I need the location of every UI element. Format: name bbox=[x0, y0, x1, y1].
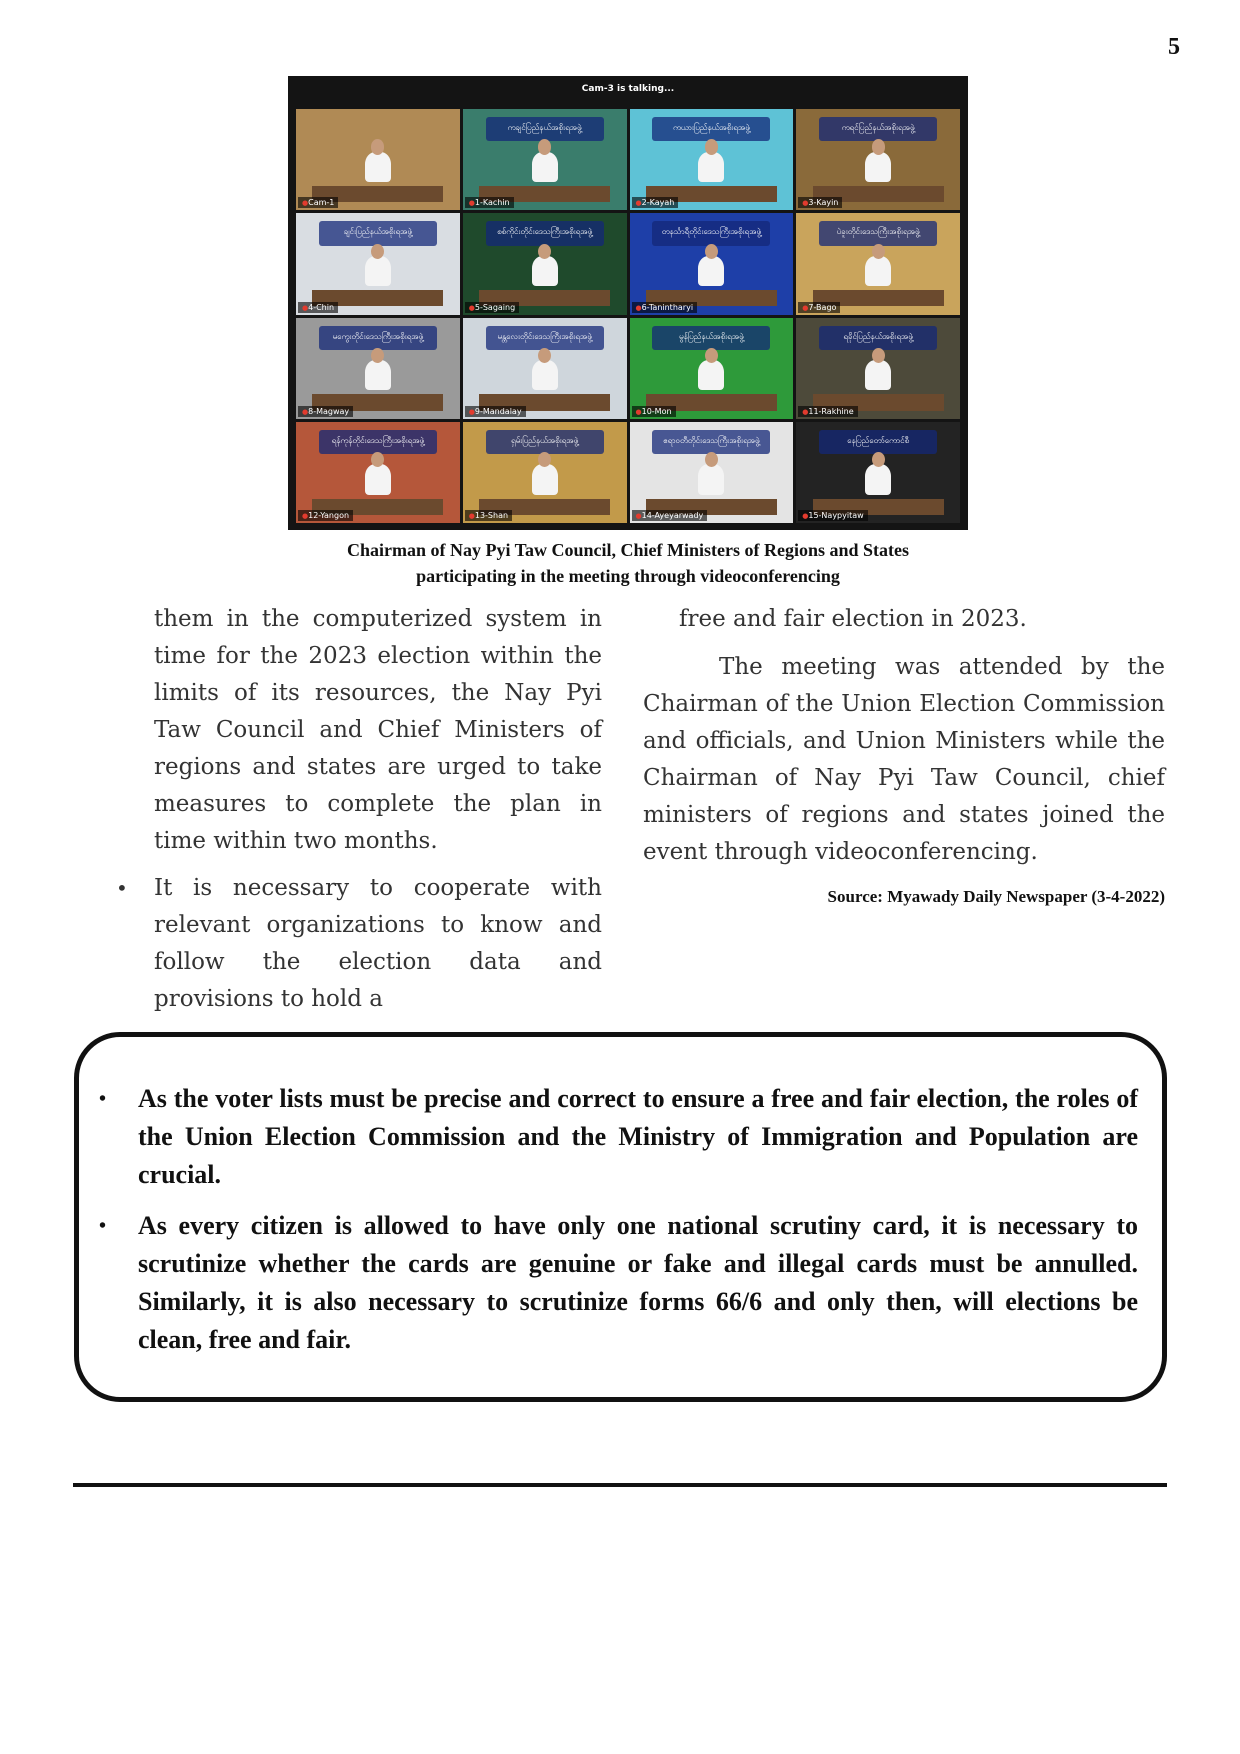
bottom-rule bbox=[73, 1483, 1167, 1487]
key-point-item bbox=[99, 1080, 1138, 1194]
tile-banner: မန္တလေးတိုင်းဒေသကြီးအစိုးရအဖွဲ့ bbox=[486, 326, 604, 350]
bullet-icon: • bbox=[99, 1215, 107, 1237]
left-bullet-text: It is necessary to cooperate with relevant organizations to know and follow the election data and provisions to hold a bbox=[154, 875, 602, 1012]
caption-line-1: Chairman of Nay Pyi Taw Council, Chief Ministers of Regions and States bbox=[346, 540, 910, 560]
participant-figure bbox=[698, 152, 724, 182]
participant-figure bbox=[365, 256, 391, 286]
tile-banner: မွန်ပြည်နယ်အစိုးရအဖွဲ့ bbox=[652, 326, 770, 350]
meeting-attendance-paragraph: The meeting was attended by the Chairman of the Union Election Commission and officials, and Union Ministers while the Chairman of Nay Pyi Taw Council, chief ministers of regions and states joined the event through videoconferencing. bbox=[643, 654, 1165, 865]
participant-figure bbox=[365, 360, 391, 390]
tile-label: ● 11-Rakhine bbox=[798, 406, 857, 417]
tile-label: ● 4-Chin bbox=[298, 302, 338, 313]
tile-label: ● 15-Naypyitaw bbox=[798, 510, 867, 521]
participant-figure bbox=[865, 464, 891, 494]
video-tile bbox=[796, 213, 960, 314]
video-tile bbox=[296, 109, 460, 210]
video-tile bbox=[463, 422, 627, 523]
tile-banner: ကချင်ပြည်နယ်အစိုးရအဖွဲ့ bbox=[486, 117, 604, 141]
video-tile bbox=[463, 109, 627, 210]
key-points-list bbox=[99, 1080, 1138, 1372]
tile-label: ● Cam-1 bbox=[298, 197, 338, 208]
video-tile bbox=[463, 213, 627, 314]
tile-label: ● 1-Kachin bbox=[465, 197, 514, 208]
bullet-icon: • bbox=[99, 1088, 107, 1110]
video-tile bbox=[296, 422, 460, 523]
participant-figure bbox=[698, 256, 724, 286]
tile-banner: ရန်ကုန်တိုင်းဒေသကြီးအစိုးရအဖွဲ့ bbox=[319, 430, 437, 454]
tile-banner: စစ်ကိုင်းတိုင်းဒေသကြီးအစိုးရအဖွဲ့ bbox=[486, 221, 604, 245]
left-continuation-paragraph bbox=[117, 601, 602, 860]
tile-label: ● 14-Ayeyarwady bbox=[632, 510, 708, 521]
page-number: 5 bbox=[1168, 34, 1180, 60]
participant-figure bbox=[532, 152, 558, 182]
video-tile bbox=[796, 109, 960, 210]
video-tile bbox=[796, 422, 960, 523]
participant-figure bbox=[865, 256, 891, 286]
participant-figure bbox=[698, 360, 724, 390]
key-point-text: As the voter lists must be precise and correct to ensure a free and fair election, the roles of the Union Election Commission and the Ministry of Immigration and Population are crucial. bbox=[138, 1084, 1138, 1189]
tile-banner: ပဲခူးတိုင်းဒေသကြီးအစိုးရအဖွဲ့ bbox=[819, 221, 937, 245]
participant-figure bbox=[698, 464, 724, 494]
tile-banner: နေပြည်တော်ကောင်စီ bbox=[819, 430, 937, 454]
videoconference-photo bbox=[288, 76, 968, 530]
video-tile bbox=[463, 318, 627, 419]
video-tile bbox=[796, 318, 960, 419]
tile-label: ● 13-Shan bbox=[465, 510, 512, 521]
participant-figure bbox=[532, 360, 558, 390]
tile-label: ● 9-Mandalay bbox=[465, 406, 526, 417]
video-tile bbox=[630, 422, 794, 523]
key-point-text: As every citizen is allowed to have only one national scrutiny card, it is necessary to scrutinize whether the cards are genuine or fake and illegal cards must be annulled. Similarly, it is also necessary to scrutinize forms 66/6 and only then, will elections be clean, free and fair. bbox=[138, 1211, 1138, 1354]
left-continuation-text: them in the computerized system in time for the 2023 election within the limits of its resources, the Nay Pyi Taw Council and Chief Ministers of regions and states are urged to take measures to complete the plan in time within two months. bbox=[154, 606, 602, 854]
tile-banner: မကွေးတိုင်းဒေသကြီးအစိုးရအဖွဲ့ bbox=[319, 326, 437, 350]
participant-figure bbox=[532, 464, 558, 494]
tile-banner: တနင်္သာရီတိုင်းဒေသကြီးအစိုးရအဖွဲ့ bbox=[652, 221, 770, 245]
left-bullet-text-wrapper bbox=[117, 870, 602, 1018]
video-tile-grid bbox=[296, 109, 960, 523]
tile-banner: ကယားပြည်နယ်အစိုးရအဖွဲ့ bbox=[652, 117, 770, 141]
tile-banner: ကရင်ပြည်နယ်အစိုးရအဖွဲ့ bbox=[819, 117, 937, 141]
left-column bbox=[117, 601, 602, 1018]
video-tile bbox=[630, 109, 794, 210]
left-bullet-item bbox=[117, 870, 602, 1018]
photo-status-bar bbox=[288, 76, 968, 106]
tile-banner: ရှမ်းပြည်နယ်အစိုးရအဖွဲ့ bbox=[486, 430, 604, 454]
participant-figure bbox=[865, 152, 891, 182]
participant-figure bbox=[865, 360, 891, 390]
tile-banner: ဧရာဝတီတိုင်းဒေသကြီးအစိုးရအဖွဲ့ bbox=[652, 430, 770, 454]
caption-line-2: participating in the meeting through videoconferencing bbox=[416, 566, 840, 586]
source-credit: Source: Myawady Daily Newspaper (3-4-2022) bbox=[827, 887, 1165, 906]
tile-label: ● 8-Magway bbox=[298, 406, 353, 417]
tile-label: ● 10-Mon bbox=[632, 406, 676, 417]
right-column bbox=[643, 601, 1165, 909]
tile-banner: ချင်းပြည်နယ်အစိုးရအဖွဲ့ bbox=[319, 221, 437, 245]
video-tile bbox=[296, 318, 460, 419]
participant-figure bbox=[532, 256, 558, 286]
video-tile bbox=[630, 213, 794, 314]
tile-label: ● 12-Yangon bbox=[298, 510, 353, 521]
key-point-item bbox=[99, 1207, 1138, 1359]
photo-caption bbox=[240, 537, 1016, 589]
video-tile bbox=[630, 318, 794, 419]
participant-figure bbox=[365, 464, 391, 494]
tile-label: ● 5-Sagaing bbox=[465, 302, 519, 313]
right-continuation-paragraph: free and fair election in 2023. bbox=[679, 606, 1027, 632]
bullet-icon: • bbox=[116, 876, 128, 900]
tile-label: ● 2-Kayah bbox=[632, 197, 679, 208]
tile-label: ● 3-Kayin bbox=[798, 197, 842, 208]
tile-banner: ရခိုင်ပြည်နယ်အစိုးရအဖွဲ့ bbox=[819, 326, 937, 350]
talking-status: Cam-3 is talking... bbox=[581, 84, 675, 94]
key-points-box bbox=[74, 1032, 1167, 1402]
tile-label: ● 6-Tanintharyi bbox=[632, 302, 698, 313]
video-tile bbox=[296, 213, 460, 314]
participant-figure bbox=[365, 152, 391, 182]
tile-label: ● 7-Bago bbox=[798, 302, 840, 313]
